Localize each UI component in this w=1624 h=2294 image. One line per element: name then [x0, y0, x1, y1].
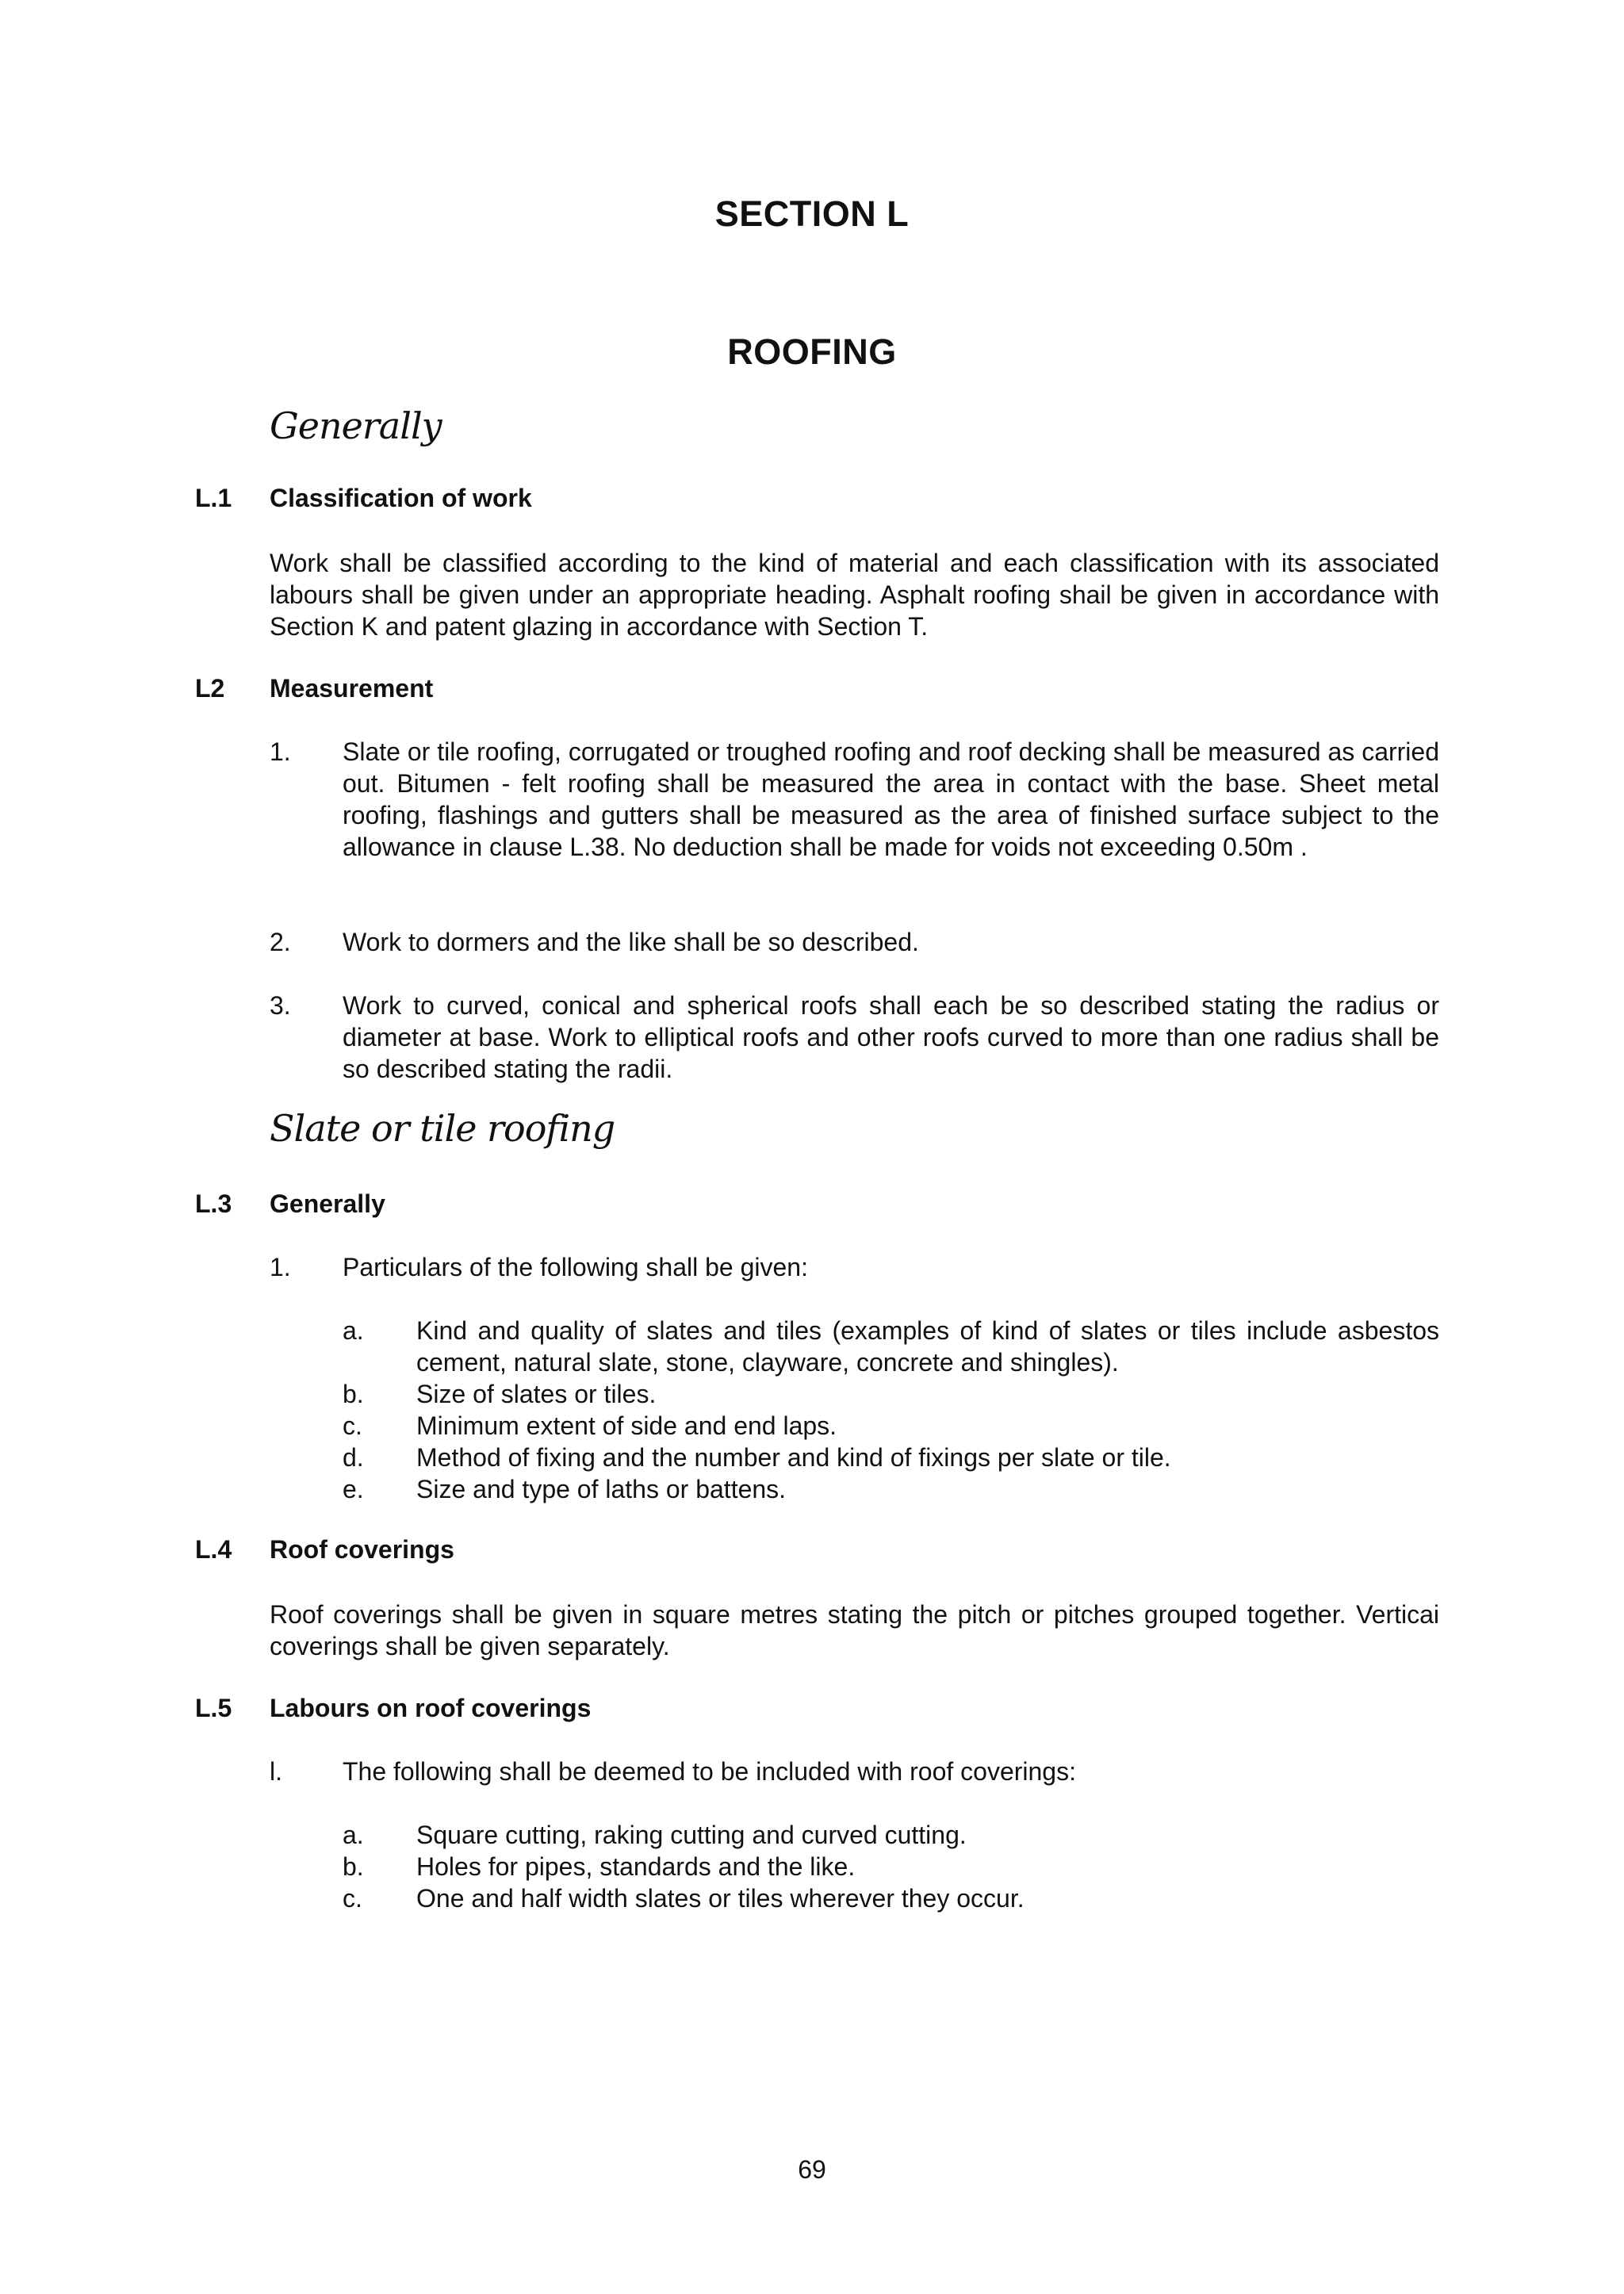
list-item-number: 1.: [270, 737, 291, 766]
page-number: 69: [798, 2155, 826, 2184]
sub-list-item-letter: b.: [343, 1852, 364, 1881]
clause-title-l3: Generally: [270, 1189, 385, 1218]
clause-number-l1: L.1: [195, 484, 232, 512]
sub-list-item-text: One and half width slates or tiles wherever they occur.: [416, 1884, 1025, 1913]
clause-text-l1: Work shall be classified according to the kind of material and each classification with its associated labours shall be given under an appropriate heading. Asphalt roofing shail be given in accordance with Section K and patent glazing in accordance with Section T.: [270, 549, 1439, 641]
sub-list-item-letter: e.: [343, 1475, 364, 1503]
clause-number-l4: L.4: [195, 1535, 232, 1564]
page-title: ROOFING: [727, 331, 897, 372]
list-item-number: 2.: [270, 928, 291, 956]
list-item-number: 1.: [270, 1253, 291, 1281]
sub-list-item-letter: a.: [343, 1821, 364, 1849]
sub-list-item-letter: c.: [343, 1411, 362, 1440]
clause-title-l4: Roof coverings: [270, 1535, 454, 1564]
list-item-text: Slate or tile roofing, corrugated or troughed roofing and roof decking shall be measured as carried out. Bitumen - felt roofing shall be measured the area in contact with the base. Sheet metal roofing, flashings and gutters shall be measured as the area of finished surface subject to the allowance in clause L.38. No deduction shall be made for voids not exceeding 0.50m .: [343, 737, 1439, 861]
list-item-number: 3.: [270, 991, 291, 1020]
list-item-text: Work to dormers and the like shall be so described.: [343, 928, 919, 956]
clause-title-l5: Labours on roof coverings: [270, 1694, 592, 1722]
clause-text-l4: Roof coverings shall be given in square metres stating the pitch or pitches grouped together. Verticai coverings shall be given separately.: [270, 1600, 1439, 1660]
sub-list-item-letter: c.: [343, 1884, 362, 1913]
section-heading: SECTION L: [714, 193, 910, 234]
sub-list-item-letter: d.: [343, 1443, 364, 1472]
clause-title-l1: Classification of work: [270, 484, 532, 512]
list-item-text: Particulars of the following shall be given:: [343, 1253, 808, 1281]
sub-list-item-letter: b.: [343, 1380, 364, 1408]
group-heading-slate-or-tile: Slate or tile roofing: [270, 1107, 615, 1150]
list-item-text: Work to curved, conical and spherical roofs shall each be so described stating the radius or diameter at base. Work to elliptical roofs and other roofs curved to more than one radius shall be so described stating the radii.: [343, 991, 1439, 1083]
sub-list-item-text: Kind and quality of slates and tiles (examples of kind of slates or tiles include asbestos cement, natural slate, stone, clayware, concrete and shingles).: [416, 1316, 1439, 1377]
sub-list-item-text: Minimum extent of side and end laps.: [416, 1411, 837, 1440]
clause-number-l2: L2: [195, 674, 225, 703]
list-item-number: l.: [270, 1757, 282, 1786]
clause-number-l3: L.3: [195, 1189, 232, 1218]
sub-list-item-letter: a.: [343, 1316, 364, 1345]
clause-title-l2: Measurement: [270, 674, 434, 703]
sub-list-item-text: Holes for pipes, standards and the like.: [416, 1852, 856, 1881]
sub-list-item-text: Size of slates or tiles.: [416, 1380, 657, 1408]
clause-number-l5: L.5: [195, 1694, 232, 1722]
sub-list-item-text: Size and type of laths or battens.: [416, 1475, 787, 1503]
group-heading-generally: Generally: [270, 404, 442, 447]
list-item-text: The following shall be deemed to be included with roof coverings:: [343, 1757, 1076, 1786]
sub-list-item-text: Square cutting, raking cutting and curved cutting.: [416, 1821, 967, 1849]
sub-list-item-text: Method of fixing and the number and kind of fixings per slate or tile.: [416, 1443, 1171, 1472]
